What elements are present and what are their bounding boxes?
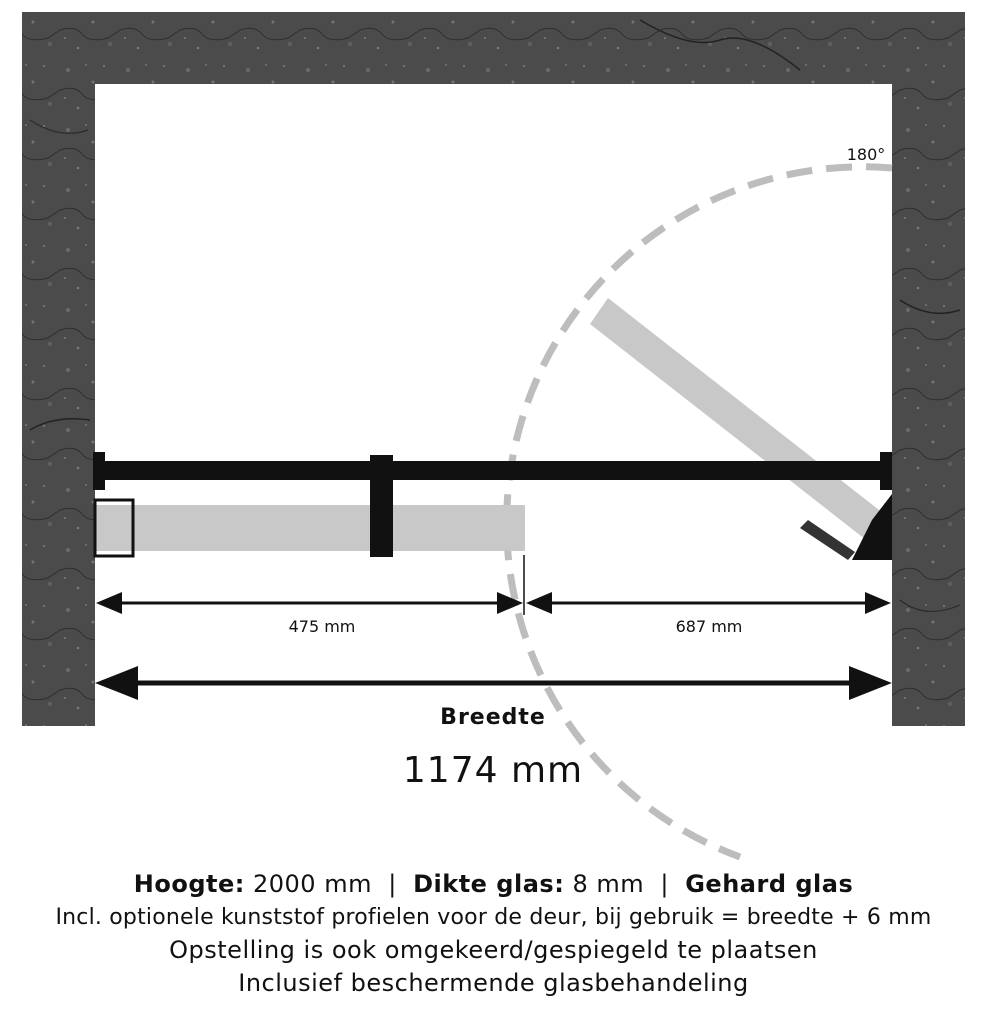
- fixed-glass-panel: [95, 505, 525, 551]
- rail-support: [370, 455, 393, 557]
- spec-line: [0, 868, 987, 901]
- top-rail: [95, 461, 892, 480]
- note-coating: Inclusief beschermende glasbehandeling: [238, 969, 749, 997]
- dim-right-label: 687 mm: [675, 617, 743, 636]
- height-value: 2000 mm: [253, 870, 372, 898]
- dim-left-label: 475 mm: [288, 617, 356, 636]
- width-value: 1174 mm: [402, 750, 584, 791]
- glass-thickness-value: 8 mm: [572, 870, 645, 898]
- note-mirrored: Opstelling is ook omgekeerd/gespiegeld te plaatsen: [169, 936, 818, 964]
- separator: |: [388, 870, 397, 898]
- spec-footer: [0, 868, 987, 1000]
- tempered-glass-label: Gehard glas: [685, 870, 854, 898]
- width-title: Breedte: [440, 705, 546, 730]
- glass-thickness-label: Dikte glas:: [413, 870, 565, 898]
- note-profiles: Incl. optionele kunststof profielen voor de deur, bij gebruik = breedte + 6 mm: [55, 905, 932, 930]
- height-label: Hoogte:: [133, 870, 245, 898]
- separator: |: [660, 870, 669, 898]
- angle-label: 180°: [846, 145, 886, 164]
